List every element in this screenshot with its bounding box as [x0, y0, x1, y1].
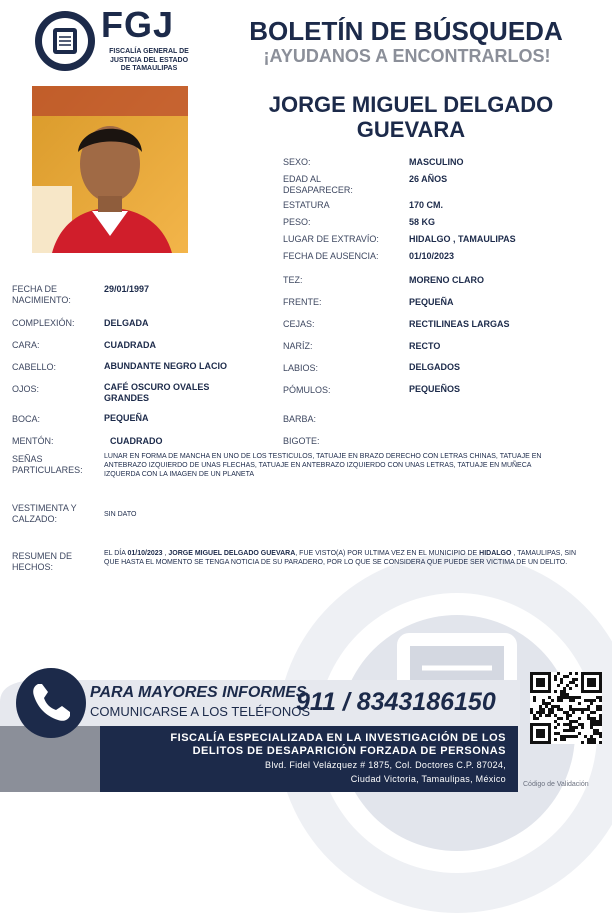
field-label-barba: BARBA:: [283, 414, 317, 424]
person-name-line1: JORGE MIGUEL DELGADO: [268, 92, 554, 117]
field-label-estatura: ESTATURA: [283, 200, 330, 210]
state-seal-icon: [34, 10, 96, 72]
field-label-labios: LABIOS:: [283, 363, 319, 373]
field-value-cabello: ABUNDANTE NEGRO LACIO: [104, 361, 227, 371]
field-value-tez: MORENO CLARO: [409, 275, 484, 285]
field-label-cejas: CEJAS:: [283, 319, 315, 329]
senas-label: SEÑAS PARTICULARES:: [12, 454, 83, 475]
resumen-text: , TAMAULIPAS, SIN QUE HASTA EL MOMENTO SE TENGA NOTICIA DE SU PARADERO, POR LO QUE SE CONSIDERA QUE PUEDE SER VICTIMA DE UN DELITO.: [104, 550, 576, 566]
field-label-lugar: LUGAR DE EXTRAVÍO:: [283, 234, 379, 244]
field-value-nacimiento: 29/01/1997: [104, 284, 150, 294]
agency-banner: [100, 726, 518, 792]
field-label-ojos: OJOS:: [12, 384, 40, 394]
org-full-name: [101, 48, 197, 74]
field-value-sexo: MASCULINO: [409, 157, 464, 167]
resumen-text: ,: [162, 550, 169, 557]
resumen-value: [104, 549, 576, 567]
field-value-frente: PEQUEÑA: [409, 297, 454, 307]
field-value-cara: CUADRADA: [104, 340, 156, 350]
field-label-bigote: BIGOTE:: [283, 436, 320, 446]
field-value-edad: 26 AÑOS: [409, 174, 448, 184]
field-value-nariz: RECTO: [409, 341, 441, 351]
resumen-text: EL DÍA: [104, 550, 128, 557]
agency-line1: FISCALÍA ESPECIALIZADA EN LA INVESTIGACIÓN DE LOS: [170, 732, 506, 744]
field-label-sexo: SEXO:: [283, 157, 311, 167]
field-label-complexion: COMPLEXIÓN:: [12, 318, 75, 328]
field-value-labios: DELGADOS: [409, 362, 461, 372]
field-label-peso: PESO:: [283, 217, 311, 227]
field-value-complexion: DELGADA: [104, 318, 149, 328]
field-value-boca: PEQUEÑA: [104, 413, 149, 423]
phone-badge: [16, 668, 86, 738]
field-label-cara: CARA:: [12, 340, 40, 350]
field-label-edad: EDAD AL DESAPARECER:: [283, 174, 353, 195]
org-name-line3: DE TAMAULIPAS: [120, 65, 178, 72]
org-name-line2: JUSTICIA DEL ESTADO: [109, 56, 189, 64]
agency-line2: DELITOS DE DESAPARICIÓN FORZADA DE PERSONAS: [192, 745, 506, 757]
vestimenta-label: VESTIMENTA Y CALZADO:: [12, 503, 77, 524]
field-value-pomulos: PEQUEÑOS: [409, 384, 461, 394]
vestimenta-value: SIN DATO: [104, 511, 137, 518]
field-value-cejas: RECTILINEAS LARGAS: [409, 319, 510, 329]
address-line2: Ciudad Victoria, Tamaulipas, México: [350, 774, 506, 784]
field-label-frente: FRENTE:: [283, 297, 322, 307]
bulletin-title: BOLETÍN DE BÚSQUEDA: [249, 16, 563, 46]
bulletin-subtitle: ¡AYUDANOS A ENCONTRARLOS!: [263, 46, 551, 66]
resumen-label: RESUMEN DE HECHOS:: [12, 551, 73, 572]
field-value-ojos: CAFÉ OSCURO OVALES GRANDES: [104, 382, 210, 403]
senas-value: LUNAR EN FORMA DE MANCHA EN UNO DE LOS TESTICULOS, TATUAJE EN BRAZO DERECHO CON LETRAS CHINAS, TATUAJE EN ANTEBRAZO IZQUIERDO DE UNAS FLECHAS, TATUAJE EN ANTEBRAZO IZQUIERDO CON UNAS LETRAS, TATUAJE EN MUÑECA IZQUERDA CON LA IMAGEN DE UN PLANETA: [104, 453, 542, 478]
phone-icon: [16, 668, 86, 738]
resumen-date: 01/10/2023: [127, 550, 163, 557]
field-value-menton: CUADRADO: [110, 436, 163, 446]
field-label-pomulos: PÓMULOS:: [283, 385, 331, 395]
field-value-lugar: HIDALGO , TAMAULIPAS: [409, 234, 516, 244]
field-label-fecha-ausencia: FECHA DE AUSENCIA:: [283, 251, 379, 261]
resumen-text: , FUE VISTO(A) POR ULTIMA VEZ EN EL MUNICIPIO DE: [295, 550, 480, 557]
field-label-nacimiento: FECHA DE NACIMIENTO:: [12, 284, 71, 305]
field-label-tez: TEZ:: [283, 275, 303, 285]
field-label-boca: BOCA:: [12, 414, 41, 424]
qr-caption: Código de Validación: [523, 781, 589, 788]
contact-phone[interactable]: 911 / 8343186150: [296, 688, 496, 716]
person-name-line2: GUEVARA: [356, 117, 466, 142]
field-label-cabello: CABELLO:: [12, 362, 57, 372]
qr-code-icon[interactable]: [530, 672, 602, 744]
org-name-line1: FISCALÍA GENERAL DE: [109, 48, 189, 55]
resumen-place: HIDALGO: [479, 550, 512, 557]
field-value-peso: 58 KG: [409, 217, 436, 227]
field-value-estatura: 170 CM.: [409, 200, 444, 210]
address-line1: Blvd. Fidel Velázquez # 1875, Col. Doctores C.P. 87024,: [265, 760, 506, 770]
resumen-person-name: JORGE MIGUEL DELGADO GUEVARA: [168, 550, 296, 557]
field-value-fecha-ausencia: 01/10/2023: [409, 251, 455, 261]
field-label-menton: MENTÓN:: [12, 436, 54, 446]
person-photo: [32, 86, 188, 253]
contact-subheading: COMUNICARSE A LOS TELÉFONOS: [90, 704, 311, 719]
org-short-name: FGJ: [101, 4, 175, 45]
person-name: [226, 92, 596, 142]
field-label-nariz: NARÍZ:: [283, 341, 313, 351]
contact-heading: PARA MAYORES INFORMES,: [90, 684, 312, 701]
